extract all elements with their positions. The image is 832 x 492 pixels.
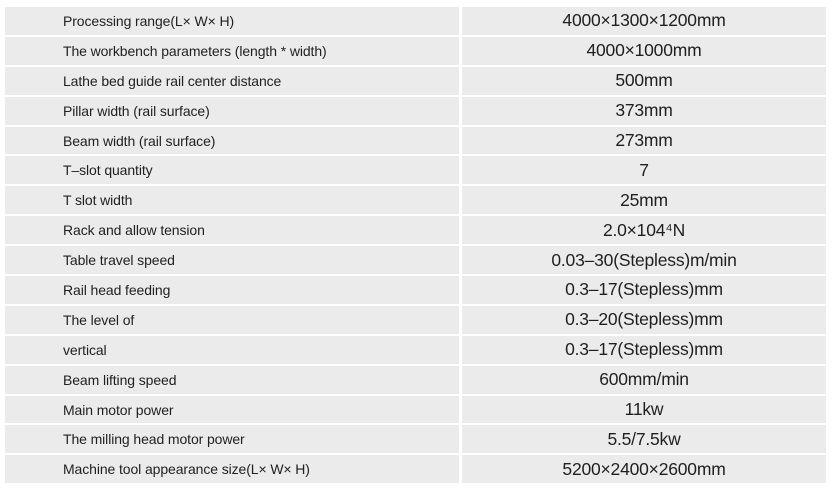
table-row [0, 245, 832, 275]
table-row [0, 454, 832, 484]
table-row [0, 126, 832, 156]
row-label: Rack and allow tension [5, 215, 459, 245]
row-label: Machine tool appearance size(L× W× H) [5, 454, 459, 484]
row-value: 600mm/min [462, 365, 826, 395]
row-label: Processing range(L× W× H) [5, 6, 459, 36]
row-label: The workbench parameters (length * width) [5, 36, 459, 66]
row-value: 7 [462, 155, 826, 185]
row-value: 25mm [462, 185, 826, 215]
row-label: T–slot quantity [5, 155, 459, 185]
row-value: 273mm [462, 126, 826, 156]
row-label: The milling head motor power [5, 424, 459, 454]
row-value: 5200×2400×2600mm [462, 454, 826, 484]
row-label: Lathe bed guide rail center distance [5, 66, 459, 96]
row-label: Rail head feeding [5, 275, 459, 305]
row-value: 500mm [462, 66, 826, 96]
row-value: 0.03–30(Stepless)m/min [462, 245, 826, 275]
row-value: 4000×1300×1200mm [462, 6, 826, 36]
spec-table [0, 6, 832, 484]
table-row [0, 395, 832, 425]
table-row [0, 335, 832, 365]
row-value: 5.5/7.5kw [462, 424, 826, 454]
table-row [0, 96, 832, 126]
table-row [0, 424, 832, 454]
row-label: Beam width (rail surface) [5, 126, 459, 156]
table-row [0, 155, 832, 185]
row-value: 373mm [462, 96, 826, 126]
row-value: 2.0×104⁴N [462, 215, 826, 245]
row-label: vertical [5, 335, 459, 365]
table-row [0, 185, 832, 215]
row-label: Beam lifting speed [5, 365, 459, 395]
table-row [0, 36, 832, 66]
row-label: Table travel speed [5, 245, 459, 275]
table-row [0, 365, 832, 395]
table-row [0, 6, 832, 36]
row-label: T slot width [5, 185, 459, 215]
row-value: 0.3–17(Stepless)mm [462, 335, 826, 365]
row-label: Pillar width (rail surface) [5, 96, 459, 126]
table-row [0, 305, 832, 335]
row-value: 11kw [462, 395, 826, 425]
row-label: Main motor power [5, 395, 459, 425]
table-row [0, 66, 832, 96]
table-row [0, 215, 832, 245]
table-row [0, 275, 832, 305]
row-value: 4000×1000mm [462, 36, 826, 66]
row-value: 0.3–20(Stepless)mm [462, 305, 826, 335]
row-label: The level of [5, 305, 459, 335]
row-value: 0.3–17(Stepless)mm [462, 275, 826, 305]
